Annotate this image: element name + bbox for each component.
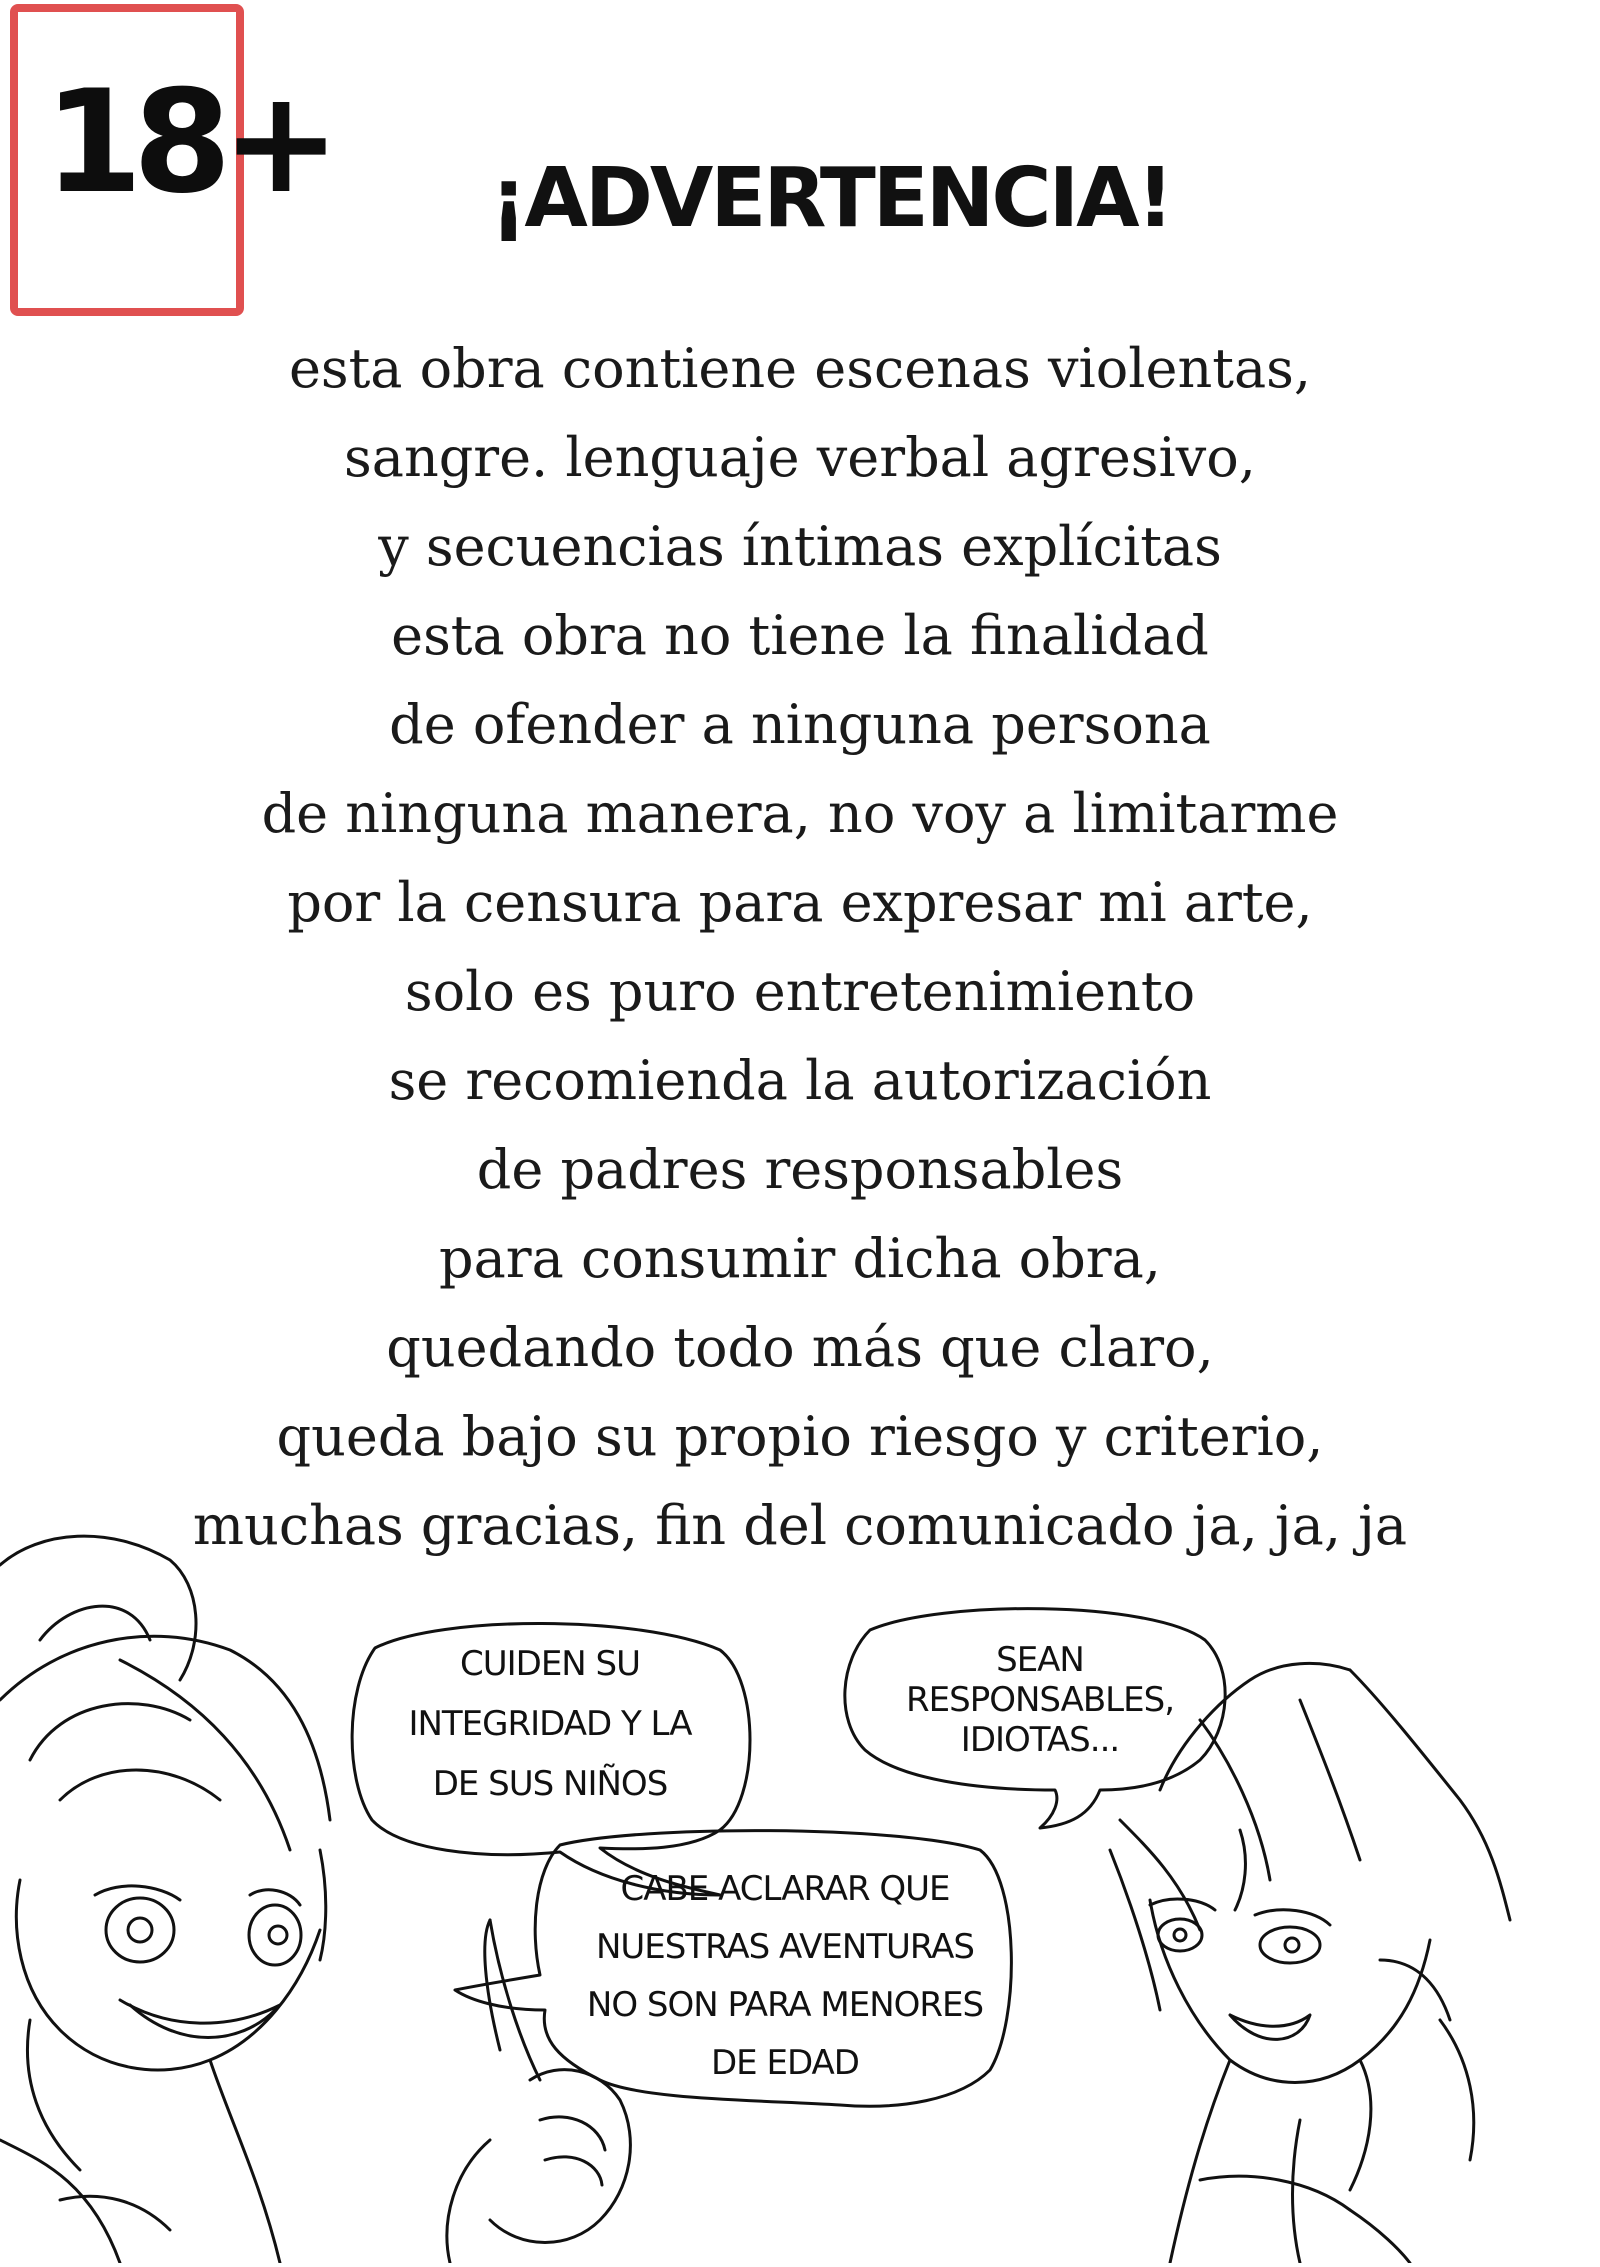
speech-bubble-right-text: [860, 1640, 1220, 1760]
bubble-line: DE SUS NIÑOS: [432, 1764, 668, 1804]
warning-line: de ninguna manera, no voy a limitarme: [261, 782, 1339, 845]
warning-line: esta obra contiene escenas violentas,: [288, 337, 1312, 400]
bubble-line: INTEGRIDAD Y LA: [408, 1704, 692, 1744]
warning-line: solo es puro entretenimiento: [404, 960, 1196, 1023]
warning-line: y secuencias íntimas explícitas: [378, 515, 1222, 578]
warning-line: esta obra no tiene la finalidad: [391, 604, 1209, 667]
bubble-line: IDIOTAS...: [960, 1720, 1120, 1760]
warning-line: se recomienda la autorización: [388, 1049, 1212, 1112]
age-rating-label: 18+: [44, 60, 331, 225]
age-rating-badge: [10, 4, 331, 316]
warning-line: queda bajo su propio riesgo y criterio,: [276, 1405, 1324, 1468]
bubble-line: SEAN: [996, 1640, 1084, 1680]
warning-line: de ofender a ninguna persona: [389, 693, 1211, 756]
warning-line: por la censura para expresar mi arte,: [287, 871, 1313, 934]
speech-bubble-middle-text: [570, 1860, 1000, 2092]
warning-line: para consumir dicha obra,: [439, 1227, 1161, 1290]
warning-line: quedando todo más que claro,: [386, 1316, 1214, 1379]
bubble-line: NO SON PARA MENORES: [586, 1985, 984, 2025]
bubble-line: CABE ACLARAR QUE: [620, 1869, 950, 1909]
bubble-line: RESPONSABLES,: [906, 1680, 1174, 1720]
bubble-line: CUIDEN SU: [459, 1644, 641, 1684]
warning-line: de padres responsables: [476, 1138, 1124, 1201]
bubble-line: NUESTRAS AVENTURAS: [595, 1927, 975, 1967]
speech-bubble-left-text: [380, 1634, 720, 1814]
bubble-line: DE EDAD: [711, 2043, 859, 2083]
page-title: ¡ADVERTENCIA!: [490, 151, 1171, 246]
warning-line: sangre. lenguaje verbal agresivo,: [344, 426, 1256, 489]
warning-line: muchas gracias, fin del comunicado ja, ja, ja: [192, 1494, 1408, 1557]
warning-text: [0, 324, 1600, 1570]
comic-scene: [0, 1520, 1600, 2263]
